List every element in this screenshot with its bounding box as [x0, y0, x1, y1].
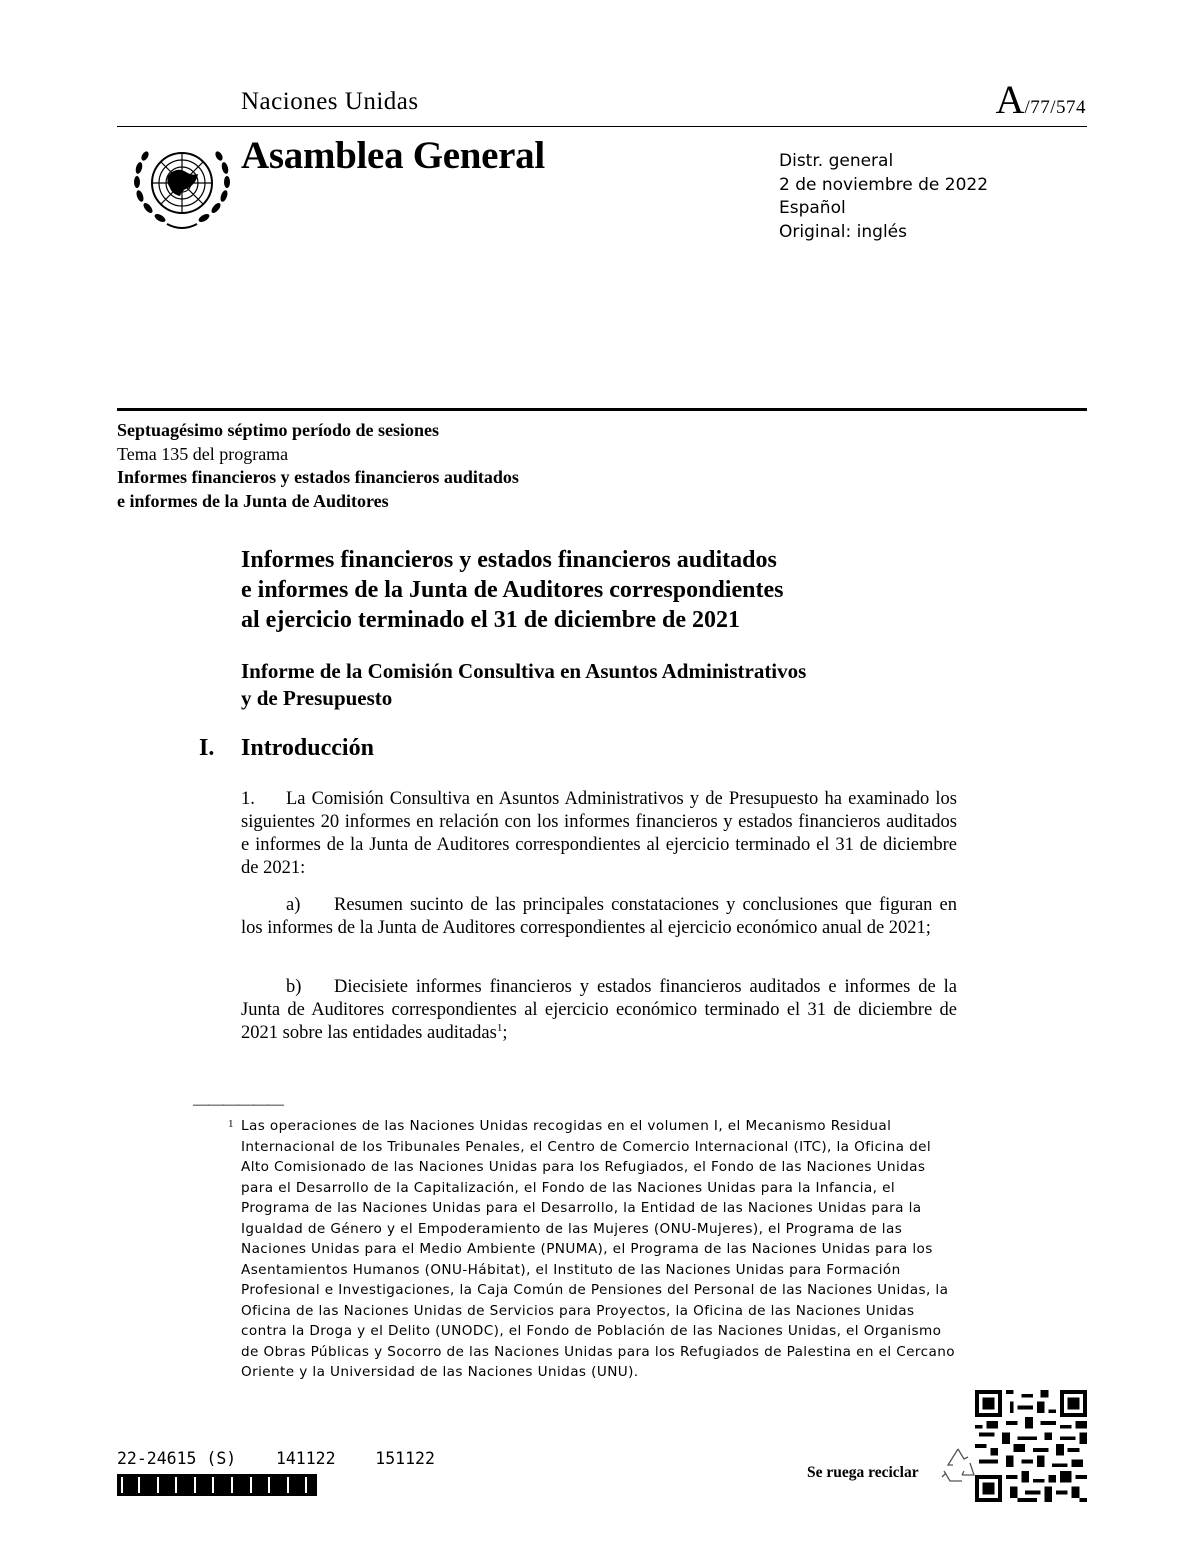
subtitle-line: y de Presupuesto	[241, 686, 393, 710]
subparagraph-end: ;	[502, 1023, 508, 1043]
subparagraph-label: b)	[286, 977, 302, 997]
recycle-icon	[940, 1445, 976, 1485]
footnote-separator: ——————	[193, 1096, 283, 1113]
distribution-line: Distr. general	[779, 151, 894, 171]
title-line: e informes de la Junta de Auditores correspondientes	[241, 577, 784, 603]
section-number: I.	[199, 735, 215, 761]
document-job-number: 22-24615 (S) 141122 151122	[117, 1449, 435, 1468]
distribution-block	[779, 150, 988, 244]
session-name: Septuagésimo séptimo período de sesiones	[117, 420, 440, 440]
document-symbol	[996, 76, 1086, 123]
document-title	[241, 545, 783, 635]
agenda-item: Tema 135 del programa	[117, 443, 289, 464]
barcode-icon	[117, 1474, 317, 1496]
distribution-date: 2 de noviembre de 2022	[779, 174, 989, 195]
agenda-title-line2: e informes de la Junta de Auditores	[117, 490, 389, 511]
section-divider	[117, 408, 1087, 411]
paragraph-number: 1.	[241, 789, 255, 809]
subparagraph-label: a)	[286, 895, 301, 915]
symbol-prefix: A	[995, 77, 1025, 122]
document-subtitle	[241, 658, 806, 712]
distribution-original: Original: inglés	[779, 221, 907, 242]
subparagraph-text: Diecisiete informes financieros y estados financieros auditados e informes de la Junta de Auditores correspondientes al ejercicio económico terminado el 31 de diciembre de 2021 sobre las entidades auditadas	[241, 977, 957, 1043]
subparagraph-b	[241, 976, 957, 1045]
symbol-suffix: /77/574	[1024, 97, 1086, 118]
paragraph-1	[241, 788, 957, 880]
title-line: al ejercicio terminado el 31 de diciembre de 2021	[241, 607, 740, 633]
distribution-language: Español	[779, 198, 846, 218]
agenda-title-line1: Informes financieros y estados financieros auditados	[117, 467, 519, 487]
footnote-reference[interactable]: 1	[496, 1021, 503, 1034]
un-emblem-icon	[123, 136, 241, 236]
subtitle-line: Informe de la Comisión Consultiva en Asuntos Administrativos	[241, 659, 807, 683]
recycle-notice: Se ruega reciclar	[807, 1464, 919, 1481]
qr-code-icon	[975, 1390, 1087, 1502]
subparagraph-text: Resumen sucinto de las principales constataciones y conclusiones que figuran en los informes de la Junta de Auditores correspondientes al ejercicio económico anual de 2021;	[241, 895, 957, 938]
organ-title: Asamblea General	[241, 134, 545, 177]
organization-name: Naciones Unidas	[241, 88, 419, 115]
session-block	[117, 419, 519, 513]
title-line: Informes financieros y estados financieros auditados	[241, 547, 777, 573]
header-rule	[117, 126, 1087, 127]
footnote-mark: 1	[228, 1118, 234, 1130]
paragraph-text: La Comisión Consultiva en Asuntos Administrativos y de Presupuesto ha examinado los siguientes 20 informes en relación con los informes financieros y estados financieros auditados e informes de la Junta de Auditores correspondientes al ejercicio terminado el 31 de diciembre de 2021:	[241, 789, 957, 878]
subparagraph-a	[241, 894, 957, 940]
footnote-text: Las operaciones de las Naciones Unidas recogidas en el volumen I, el Mecanismo Residual Internacional de los Tribunales Penales, el Centro de Comercio Internacional (ITC), la Oficina del Alto Comisionado de las Naciones Unidas para los Refugiados, el Fondo de las Naciones Unidas para el Desarrollo de la Capitalización, el Fondo de las Naciones Unidas para la Infancia, el Programa de las Naciones Unidas para el Desarrollo, la Entidad de las Naciones Unidas para la Igualdad de Género y el Empoderamiento de las Mujeres (ONU-Mujeres), el Programa de las Naciones Unidas para el Medio Ambiente (PNUMA), el Programa de las Naciones Unidas para los Asentamientos Humanos (ONU-Hábitat), el Instituto de las Naciones Unidas para Formación Profesional e Investigaciones, la Caja Común de Pensiones del Personal de las Naciones Unidas, la Oficina de las Naciones Unidas de Servicios para Proyectos, la Oficina de las Naciones Unidas contra la Droga y el Delito (UNODC), el Fondo de Población de las Naciones Unidas, el Organismo de Obras Públicas y Socorro de las Naciones Unidas para los Refugiados de Palestina en el Cercano Oriente y la Universidad de las Naciones Unidas (UNU).	[241, 1118, 955, 1380]
section-title: Introducción	[241, 735, 374, 761]
